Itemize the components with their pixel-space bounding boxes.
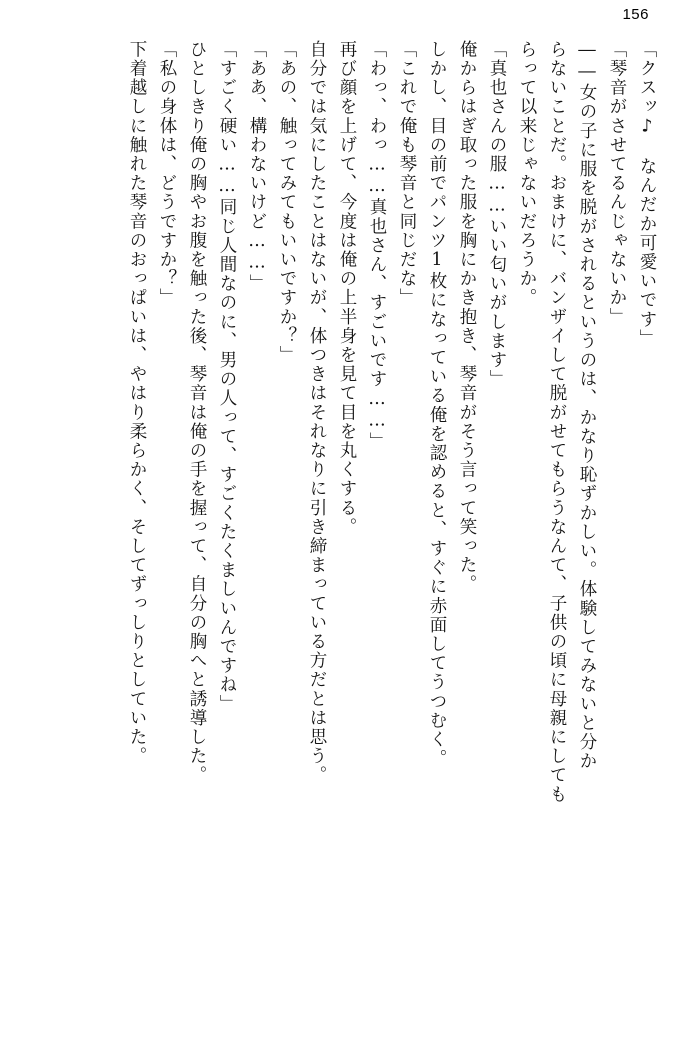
text-line: 俺からはぎ取った服を胸にかき抱き、琴音がそう言って笑った。 [457, 40, 477, 594]
text-line: ひとしきり俺の胸やお腹を触った後、琴音は俺の手を握って、自分の胸へと誘導した。 [187, 40, 207, 785]
text-line: 下着越しに触れた琴音のおっぱいは、やはり柔らかく、そしてずっしりとしていた。 [127, 40, 147, 766]
text-line: しかし、目の前でパンツ1枚になっている俺を認めると、すぐに赤面してうつむく。 [427, 40, 447, 769]
text-line: らないことだ。おまけに、バンザイして脱がせてもらうなんて、子供の頃に母親にしても [547, 40, 567, 804]
text-line: 「真也さんの服……いい匂いがします」 [487, 40, 507, 389]
text-line: 「クスッ♪ なんだか可愛いです」 [637, 40, 657, 349]
text-line: 「すごく硬い……同じ人間なのに、男の人って、すごくたくましいんですね」 [217, 40, 237, 714]
text-line: 再び顔を上げて、今度は俺の上半身を見て目を丸くする。 [337, 40, 357, 537]
text-line: 「あの、触ってみてもいいですか？」 [277, 40, 297, 365]
text-line: 「私の身体は、どうですか？」 [157, 40, 177, 308]
page-number: 156 [622, 6, 649, 23]
vertical-text-body [24, 40, 655, 1032]
text-line: 「琴音がさせてるんじゃないか」 [607, 40, 627, 327]
text-line: 「これで俺も琴音と同じだな」 [397, 40, 417, 308]
text-line: 自分では気にしたことはないが、体つきはそれなりに引き締まっている方だとは思う。 [307, 40, 327, 785]
text-line: 「ああ、構わないけど……」 [247, 40, 267, 294]
text-line: 「わっ、わっ……真也さん、すごいです……」 [367, 40, 387, 452]
text-line: らって以来じゃないだろうか。 [517, 40, 537, 308]
text-line: ――女の子に服を脱がされるというのは、かなり恥ずかしい。体験してみないと分か [577, 40, 597, 771]
